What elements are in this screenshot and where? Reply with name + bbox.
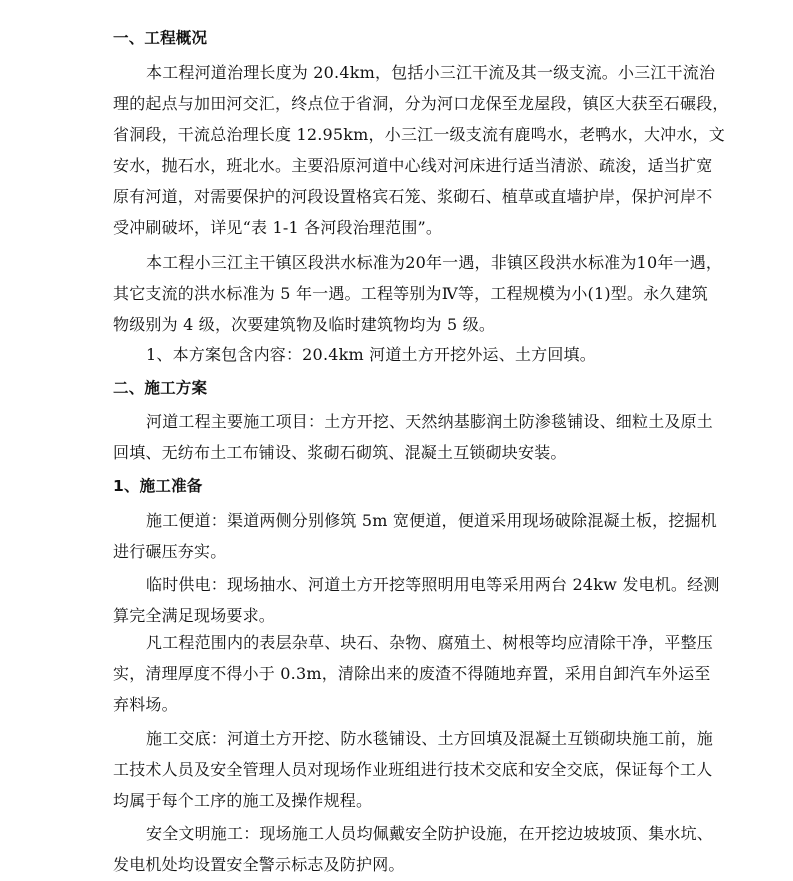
paragraph-line: 发电机处均设置安全警示标志及防护网。	[113, 855, 405, 874]
paragraph-line: 实，清理厚度不得小于 0.3m，清除出来的废渣不得随地弃置，采用自卸汽车外运至	[113, 664, 711, 683]
paragraph-line: 算完全满足现场要求。	[113, 606, 276, 625]
section-heading-preparation: 1、施工准备	[113, 477, 203, 495]
paragraph-line: 安水，抛石水，班北水。主要沿原河道中心线对河床进行适当清淤、疏浚，适当扩宽	[113, 156, 713, 175]
paragraph-line: 临时供电：现场抽水、河道土方开挖等照明用电等采用两台 24kw 发电机。经测	[146, 575, 720, 594]
paragraph-line: 施工便道：渠道两侧分别修筑 5m 宽便道，便道采用现场破除混凝土板，挖掘机	[146, 511, 717, 530]
section-heading-plan: 二、施工方案	[113, 379, 208, 397]
paragraph-line: 施工交底：河道土方开挖、防水毯铺设、土方回填及混凝土互锁砌块施工前，施	[146, 729, 714, 748]
paragraph-line: 工技术人员及安全管理人员对现场作业班组进行技术交底和安全交底，保证每个工人	[113, 760, 713, 779]
paragraph-line: 回填、无纺布土工布铺设、浆砌石砌筑、混凝土互锁砌块安装。	[113, 443, 567, 462]
paragraph-line: 原有河道，对需要保护的河段设置格宾石笼、浆砌石、植草或直墙护岸，保护河岸不	[113, 187, 713, 206]
section-heading-overview: 一、工程概况	[113, 29, 208, 47]
paragraph-line: 安全文明施工：现场施工人员均佩戴安全防护设施，在开挖边坡坡顶、集水坑、	[146, 824, 714, 843]
paragraph-line: 省洞段，干流总治理长度 12.95km，小三江一级支流有鹿鸣水，老鸭水，大冲水，文	[113, 125, 725, 144]
paragraph-line: 受冲刷破坏，详见“表 1-1 各河段治理范围”。	[113, 218, 443, 237]
paragraph-line: 本工程小三江主干镇区段洪水标准为20年一遇，非镇区段洪水标准为10年一遇，	[146, 253, 723, 272]
paragraph-line: 1、本方案包含内容：20.4km 河道土方开挖外运、土方回填。	[146, 345, 596, 364]
paragraph-line: 本工程河道治理长度为 20.4km，包括小三江干流及其一级支流。小三江干流治	[146, 63, 716, 82]
paragraph-line: 弃料场。	[113, 695, 178, 714]
paragraph-line: 河道工程主要施工项目：土方开挖、天然纳基膨润土防渗毯铺设、细粒土及原土	[146, 412, 714, 431]
paragraph-line: 其它支流的洪水标准为 5 年一遇。工程等别为Ⅳ等，工程规模为小(1)型。永久建筑	[113, 284, 709, 303]
paragraph-line: 物级别为 4 级，次要建筑物及临时建筑物均为 5 级。	[113, 315, 496, 334]
paragraph-line: 进行碾压夯实。	[113, 542, 227, 561]
paragraph-line: 均属于每个工序的施工及操作规程。	[113, 791, 373, 810]
paragraph-line: 凡工程范围内的表层杂草、块石、杂物、腐殖土、树根等均应清除干净，平整压	[146, 633, 714, 652]
paragraph-line: 理的起点与加田河交汇，终点位于省洞，分为河口龙保至龙屋段，镇区大获至石碾段，	[113, 94, 729, 113]
